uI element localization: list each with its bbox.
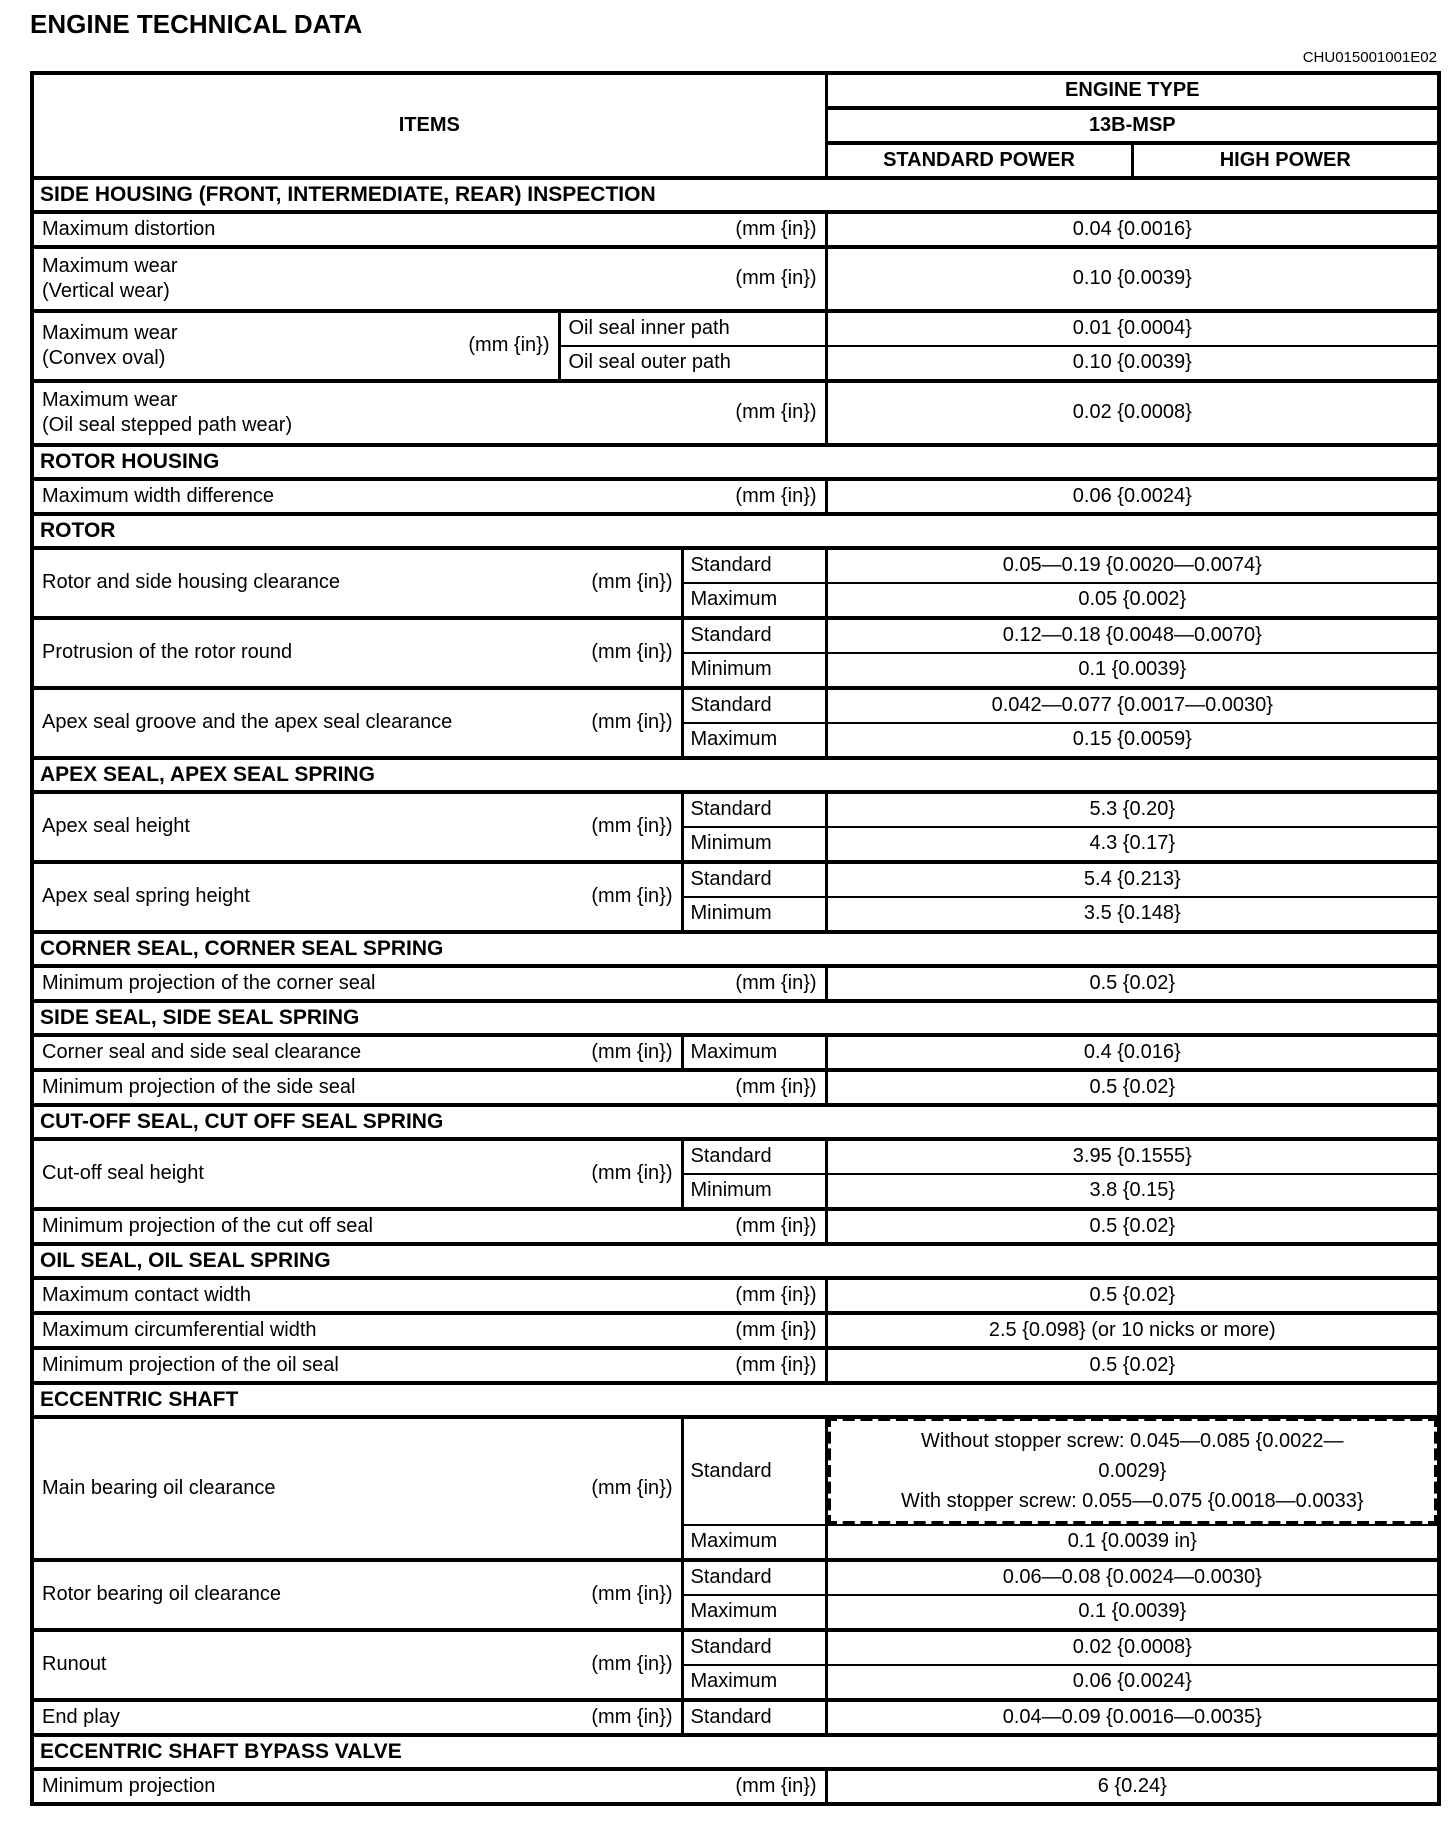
qualifier-cell: Standard [682,1700,826,1735]
item-label: Maximum circumferential width [42,1318,317,1341]
table-row [32,1313,1439,1348]
item-label: Main bearing oil clearance [42,1476,276,1499]
spec-value-cell: 0.15 {0.0059} [826,723,1439,758]
spec-value-cell: 0.5 {0.02} [826,1070,1439,1105]
qualifier-cell: Maximum [682,1035,826,1070]
unit-label: (mm {in}) [591,711,673,734]
item-label: End play [42,1705,120,1728]
item-cell [32,1630,682,1700]
page-title: ENGINE TECHNICAL DATA [30,9,363,39]
table-row [32,1139,1439,1174]
section-row [32,1001,1439,1035]
spec-value-cell: 0.06 {0.0024} [826,1665,1439,1700]
spec-value-cell: 0.1 {0.0039 in} [826,1525,1439,1560]
qualifier-cell: Maximum [682,1595,826,1630]
qualifier-cell: Standard [682,862,826,897]
spec-value-cell: 0.02 {0.0008} [826,1630,1439,1665]
qualifier-cell: Standard [682,548,826,583]
item-label: Rotor bearing oil clearance [42,1583,282,1606]
qualifier-cell: Standard [682,618,826,653]
spec-value-cell: 0.5 {0.02} [826,1278,1439,1313]
table-row [32,618,1439,653]
item-cell [32,618,682,688]
unit-label: (mm {in}) [591,641,673,664]
section-header: ROTOR HOUSING [32,445,1439,479]
qualifier-cell: Standard [682,1417,826,1525]
item-cell [32,1313,826,1348]
qualifier-cell: Standard [682,1560,826,1595]
unit-label: (mm {in}) [735,1283,817,1306]
item-cell [32,479,826,514]
item-label: Minimum projection [42,1774,216,1797]
spec-value-cell: 3.5 {0.148} [826,897,1439,932]
item-cell [32,862,682,932]
table-row [32,311,1439,346]
item-cell [32,1070,826,1105]
unit-label: (mm {in}) [591,571,673,594]
spec-value-cell: 0.1 {0.0039} [826,1595,1439,1630]
spec-value-cell: 0.05 {0.002} [826,583,1439,618]
spec-value-cell: 0.06—0.08 {0.0024—0.0030} [826,1560,1439,1595]
spec-value-cell: 4.3 {0.17} [826,827,1439,862]
section-header: APEX SEAL, APEX SEAL SPRING [32,758,1439,792]
item-label: Maximum wear (Convex oval) [42,321,178,369]
unit-label: (mm {in}) [735,484,817,507]
item-label: Maximum width difference [42,484,274,507]
section-header: CUT-OFF SEAL, CUT OFF SEAL SPRING [32,1105,1439,1139]
sub-item-cell: Oil seal inner path [559,311,826,346]
item-cell [32,1035,682,1070]
item-cell [32,966,826,1001]
item-cell [32,212,826,247]
spec-value-cell: 0.5 {0.02} [826,1209,1439,1244]
item-cell [32,1417,682,1560]
item-label: Minimum projection of the side seal [42,1075,356,1098]
qualifier-cell: Maximum [682,583,826,618]
unit-label: (mm {in}) [735,1774,817,1797]
unit-label: (mm {in}) [735,1214,817,1237]
section-row [32,178,1439,212]
item-label: Rotor and side housing clearance [42,571,340,594]
section-header: CORNER SEAL, CORNER SEAL SPRING [32,932,1439,966]
table-header-engine-type: ENGINE TYPE [826,73,1439,108]
item-label: Maximum distortion [42,217,216,240]
unit-label: (mm {in}) [591,1653,673,1676]
item-cell [32,1700,682,1735]
spec-value-cell: 5.4 {0.213} [826,862,1439,897]
section-header: ROTOR [32,514,1439,548]
table-row [32,966,1439,1001]
item-label: Cut-off seal height [42,1162,204,1185]
unit-label: (mm {in}) [591,1583,673,1606]
qualifier-cell: Maximum [682,723,826,758]
qualifier-cell: Minimum [682,1174,826,1209]
item-label: Maximum wear (Vertical wear) [42,254,178,302]
spec-value-cell: 0.042—0.077 {0.0017—0.0030} [826,688,1439,723]
spec-value-cell: 0.01 {0.0004} [826,311,1439,346]
item-label: Apex seal spring height [42,885,250,908]
spec-value-cell: 3.8 {0.15} [826,1174,1439,1209]
qualifier-cell: Minimum [682,653,826,688]
item-cell [32,792,682,862]
unit-label: (mm {in}) [591,1040,673,1063]
item-cell [32,381,826,445]
item-cell [32,1209,826,1244]
item-cell [32,1560,682,1630]
table-header-engine-model: 13B-MSP [826,108,1439,143]
section-header: ECCENTRIC SHAFT [32,1383,1439,1417]
table-row [32,688,1439,723]
table-row [32,381,1439,445]
unit-label: (mm {in}) [591,885,673,908]
spec-value-cell: 0.1 {0.0039} [826,653,1439,688]
spec-value-cell: 6 {0.24} [826,1769,1439,1804]
item-cell [32,247,826,311]
spec-value-cell: 0.10 {0.0039} [826,247,1439,311]
table-header-items: ITEMS [32,73,826,178]
unit-label: (mm {in}) [735,217,817,240]
unit-label: (mm {in}) [591,1476,673,1499]
unit-label: (mm {in}) [591,1705,673,1728]
unit-label: (mm {in}) [735,267,817,290]
qualifier-cell: Standard [682,688,826,723]
section-row [32,1735,1439,1769]
spec-value-line: With stopper screw: 0.055—0.075 {0.0018—0.0033} [901,1490,1364,1513]
unit-label: (mm {in}) [735,401,817,424]
spec-value-cell: 0.02 {0.0008} [826,381,1439,445]
table-row [32,73,1439,108]
unit-label: (mm {in}) [591,1162,673,1185]
section-row [32,1383,1439,1417]
spec-value-cell: 0.04—0.09 {0.0016—0.0035} [826,1700,1439,1735]
section-row [32,1105,1439,1139]
table-row [32,212,1439,247]
item-cell [32,1348,826,1383]
unit-label: (mm {in}) [735,971,817,994]
table-row [32,862,1439,897]
qualifier-cell: Minimum [682,897,826,932]
item-cell [32,311,559,381]
item-cell [32,1278,826,1313]
section-header: ECCENTRIC SHAFT BYPASS VALVE [32,1735,1439,1769]
item-label: Minimum projection of the oil seal [42,1353,339,1376]
qualifier-cell: Minimum [682,827,826,862]
item-label: Maximum wear (Oil seal stepped path wear) [42,388,293,436]
document-code: CHU015001001E02 [1302,48,1437,66]
spec-value-cell: 0.5 {0.02} [826,966,1439,1001]
table-row [32,1769,1439,1804]
table-row [32,1560,1439,1595]
section-row [32,932,1439,966]
item-label: Corner seal and side seal clearance [42,1040,362,1063]
engine-technical-data-table [30,71,1441,1806]
unit-label: (mm {in}) [735,1318,817,1341]
qualifier-cell: Standard [682,792,826,827]
spec-value-cell: 0.10 {0.0039} [826,346,1439,381]
unit-label: (mm {in}) [735,1075,817,1098]
qualifier-cell: Maximum [682,1525,826,1560]
section-header: SIDE SEAL, SIDE SEAL SPRING [32,1001,1439,1035]
section-header: OIL SEAL, OIL SEAL SPRING [32,1244,1439,1278]
table-row [32,1417,1439,1525]
item-cell [32,688,682,758]
table-row [32,1278,1439,1313]
table-row [32,548,1439,583]
item-label: Minimum projection of the corner seal [42,971,376,994]
spec-value-cell [826,1417,1439,1525]
table-row [32,1035,1439,1070]
spec-value-cell: 5.3 {0.20} [826,792,1439,827]
table-row [32,479,1439,514]
table-row [32,1700,1439,1735]
section-row [32,1244,1439,1278]
item-cell [32,548,682,618]
table-row [32,1209,1439,1244]
qualifier-cell: Standard [682,1630,826,1665]
qualifier-cell: Standard [682,1139,826,1174]
spec-value-line: 0.0029} [1098,1460,1167,1483]
section-row [32,758,1439,792]
spec-value-cell: 2.5 {0.098} (or 10 nicks or more) [826,1313,1439,1348]
item-label: Runout [42,1653,107,1676]
table-header-standard-power: STANDARD POWER [826,143,1132,178]
section-row [32,445,1439,479]
item-label: Minimum projection of the cut off seal [42,1214,373,1237]
spec-value-cell: 0.5 {0.02} [826,1348,1439,1383]
spec-value-cell: 0.04 {0.0016} [826,212,1439,247]
table-row [32,1348,1439,1383]
qualifier-cell: Maximum [682,1665,826,1700]
spec-value-cell: 0.4 {0.016} [826,1035,1439,1070]
item-cell [32,1139,682,1209]
item-label: Maximum contact width [42,1283,251,1306]
item-label: Apex seal height [42,815,190,838]
item-label: Protrusion of the rotor round [42,641,293,664]
section-row [32,514,1439,548]
spec-value-cell: 0.05—0.19 {0.0020—0.0074} [826,548,1439,583]
section-header: SIDE HOUSING (FRONT, INTERMEDIATE, REAR) INSPECTION [32,178,1439,212]
spec-value-cell: 0.12—0.18 {0.0048—0.0070} [826,618,1439,653]
table-header-high-power: HIGH POWER [1132,143,1439,178]
table-row [32,1070,1439,1105]
spec-value-cell: 3.95 {0.1555} [826,1139,1439,1174]
unit-label: (mm {in}) [591,815,673,838]
spec-value-line: Without stopper screw: 0.045—0.085 {0.0022— [921,1430,1344,1453]
table-row [32,247,1439,311]
unit-label: (mm {in}) [468,334,550,357]
table-row [32,1630,1439,1665]
spec-value-cell: 0.06 {0.0024} [826,479,1439,514]
item-cell [32,1769,826,1804]
unit-label: (mm {in}) [735,1353,817,1376]
table-row [32,792,1439,827]
item-label: Apex seal groove and the apex seal clearance [42,711,453,734]
sub-item-cell: Oil seal outer path [559,346,826,381]
